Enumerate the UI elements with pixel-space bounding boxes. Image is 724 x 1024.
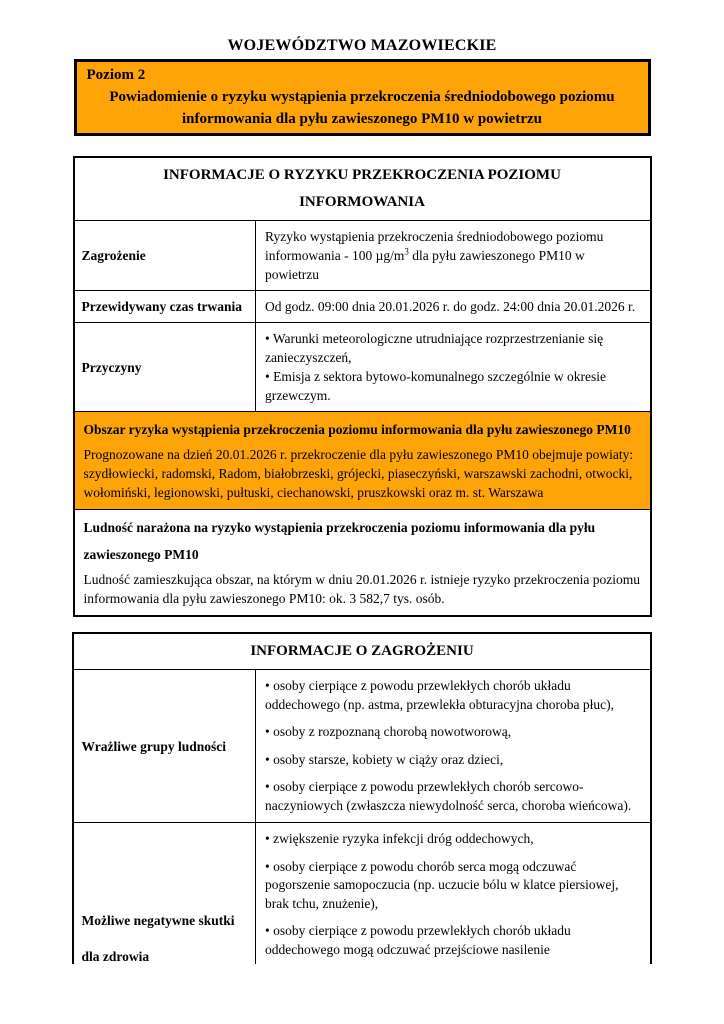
threat-info-table (72, 632, 651, 964)
czas-label: Przewidywany czas trwania (74, 291, 256, 323)
wrazliwe-bullet-2: • osoby z rozpoznaną chorobą nowotworową, (264, 724, 512, 739)
wrazliwe-bullet-3: • osoby starsze, kobiety w ciąży oraz dzieci, (264, 751, 504, 767)
risk-table-section (0, 156, 724, 617)
wrazliwe-bullet-1: • osoby cierpiące z powodu przewlekłych chorób układu oddechowego (np. astma, przewlekła obturacyjna choroba płuc), (264, 678, 614, 712)
threat-table-title: INFORMACJE O ZAGROŻENIU (73, 633, 650, 670)
skutki-bullet-2: • osoby cierpiące z powodu chorób serca mogą odczuwać pogorszenie samopoczucia (np. uczucie bólu w klatce piersiowej, brak tchu, znużenie), (264, 858, 619, 911)
area-risk-text: Prognozowane na dzień 20.01.2026 r. przekroczenie dla pyłu zawieszonego PM10 obejmuje powiaty: szydłowiecki, radomski, Radom, białobrzeski, grójecki, piaseczyński, warszawski zachodni, otwocki, wołomiński, legionowski, pułtuski, ciechanowski, pruszkowski oraz m. st. Warszawa (83, 447, 634, 500)
alert-message: Powiadomienie o ryzyku wystąpienia przekroczenia średniodobowego poziomu informowania dla pyłu zawieszonego PM10 w powietrzu (109, 89, 615, 127)
row-mozliwe-skutki (73, 823, 650, 965)
row-wrazliwe-grupy (73, 670, 650, 823)
area-risk-cell (74, 412, 651, 510)
czas-value: Od godz. 09:00 dnia 20.01.2026 r. do godz. 24:00 dnia 20.01.2026 r. (256, 291, 651, 323)
przyczyny-label: Przyczyny (74, 323, 256, 412)
row-ludnosc-narazona (74, 510, 651, 617)
row-przyczyny (74, 323, 651, 412)
risk-table-title: INFORMACJE O RYZYKU PRZEKROCZENIA POZIOMU INFORMOWANIA (74, 157, 651, 221)
skutki-value (255, 823, 650, 965)
skutki-bullet-1: • zwiększenie ryzyka infekcji dróg oddechowych, (264, 831, 534, 846)
zagrozenie-value-text: Ryzyko wystąpienia przekroczenia średniodobowego poziomu informowania - 100 µg/m (265, 229, 604, 263)
row-zagrozenie (74, 221, 651, 291)
zagrozenie-label: Zagrożenie (74, 221, 256, 291)
skutki-label (73, 823, 255, 965)
row-obszar-ryzyka (74, 412, 651, 510)
wrazliwe-label: Wrażliwe grupy ludności (73, 670, 255, 823)
przyczyny-bullet-1: • Warunki meteorologiczne utrudniające rozprzestrzenianie się zanieczyszczeń, (265, 331, 604, 365)
zagrozenie-value-text-after: dla pyłu zawieszonego PM10 w powietrzu (265, 248, 585, 282)
zagrozenie-value (256, 221, 651, 291)
region-title: WOJEWÓDZTWO MAZOWIECKIE (227, 37, 497, 54)
threat-table-section (0, 632, 724, 964)
skutki-bullet-3: • osoby cierpiące z powodu przewlekłych chorób układu oddechowego mogą odczuwać przejściowe nasilenie (264, 923, 571, 957)
population-title: Ludność narażona na ryzyko wystąpienia przekroczenia poziomu informowania dla pyłu zawieszonego PM10 (83, 520, 596, 562)
skutki-label-line2: dla zdrowia (81, 948, 150, 964)
area-risk-title: Obszar ryzyka wystąpienia przekroczenia poziomu informowania dla pyłu zawieszonego PM10 (83, 422, 631, 437)
risk-info-table (73, 156, 652, 617)
population-text: Ludność zamieszkująca obszar, na którym w dniu 20.01.2026 r. istnieje ryzyko przekroczenia poziomu informowania dla pyłu zawieszonego PM10: ok. 3 582,7 tys. osób. (83, 572, 641, 606)
threat-table-header-row (73, 633, 650, 670)
skutki-label-line1: Możliwe negatywne skutki (81, 912, 235, 928)
population-cell (74, 510, 651, 617)
row-przewidywany-czas (74, 291, 651, 323)
alert-level-banner (74, 59, 651, 136)
przyczyny-value (256, 323, 651, 412)
zagrozenie-value-superscript: 3 (404, 246, 409, 257)
wrazliwe-bullet-4: • osoby cierpiące z powodu przewlekłych chorób sercowo-naczyniowych (zwłaszcza niewydolność serca, choroba wieńcowa). (264, 779, 632, 813)
przyczyny-bullet-2: • Emisja z sektora bytowo-komunalnego szczególnie w okresie grzewczym. (265, 369, 607, 403)
wrazliwe-value (255, 670, 650, 823)
alert-level-label: Poziom 2 (86, 67, 146, 83)
risk-table-header-row (74, 157, 651, 221)
